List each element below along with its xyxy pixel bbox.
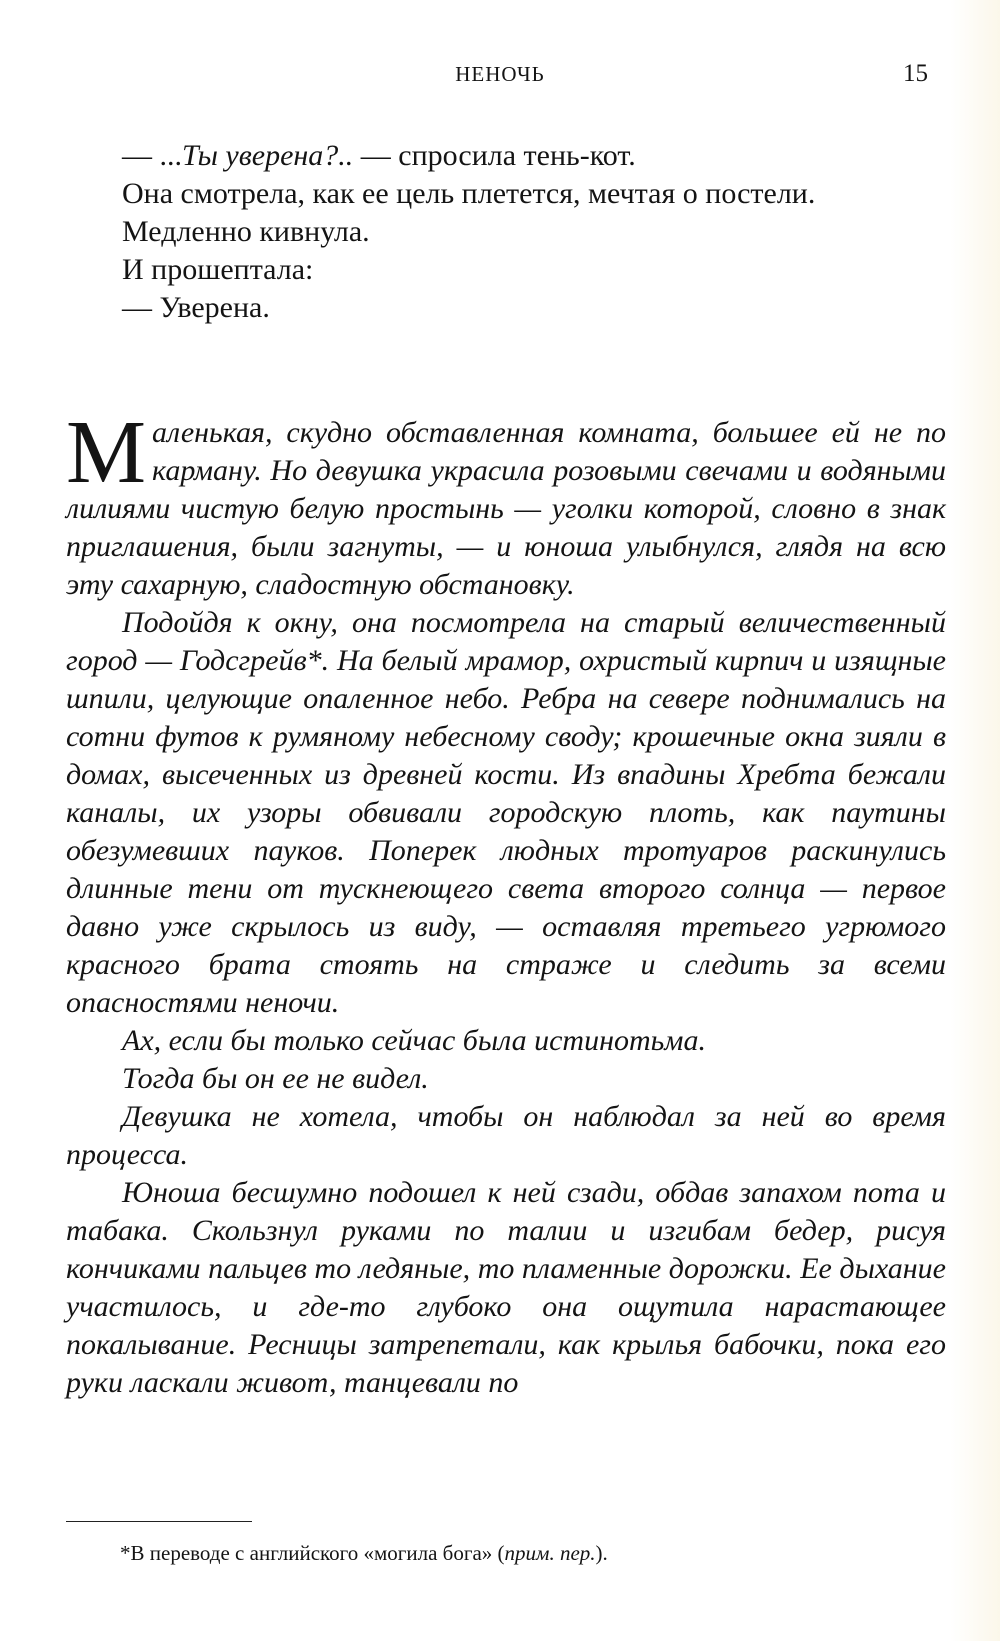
paragraph [66,403,946,604]
paragraph: Юноша бесшумно подошел к ней сзади, обдав запахом пота и табака. Скользнул руками по талии и изгибам бедер, рисуя кончиками пальцев то ледяные, то пламенные дорожки. Ее дыхание участилось, и где-то глубоко она ощутила нарастающее покалывание. Ресницы затрепетали, как крылья бабочки, пока его руки ласкали живот, танцевали по [66,1176,946,1399]
footnote-divider [66,1521,252,1522]
footnote-note: прим. пер. [504,1541,596,1565]
dialogue-line [122,137,942,175]
paragraph: Подойдя к окну, она посмотрела на старый величественный город — Годсгрейв*. На белый мрамор, охристый кирпич и изящные шпили, целующие опаленное небо. Ребра на севере поднимались на сотни футов к румяному небесному своду; крошечные окна зияли в домах, высеченных из древней кости. Из впадины Хребта бежали каналы, их узоры обвивали городскую плоть, как паутины обезумевших пауков. Поперек людных тротуаров раскинулись длинные тени от тускнеющего света второго солнца — первое давно уже скрылось из виду, — оставляя третьего угрюмого красного брата стоять на страже и следить за всеми опасностями неночи. [66,606,946,1019]
dialogue-line: Она смотрела, как ее цель плетется, мечтая о постели. [122,177,816,210]
footnote [120,1540,608,1566]
drop-cap: М [66,403,147,502]
paragraph: Ах, если бы только сейчас была истинотьма. [122,1024,706,1057]
footnote-close: ). [595,1541,608,1565]
dialogue-question: Ты уверена?.. [182,139,354,172]
footnote-text: *В переводе с английского «могила бога» ( [120,1541,505,1565]
dialogue-line: — Уверена. [122,291,270,324]
paragraph-text: аленькая, скудно обставленная комната, большее ей не по карману. Но девушка украсила розовыми свечами и водяными лилиями чистую белую простынь — уголки которой, словно в знак приглашения, были загнуты, — и юноша улыбнулся, глядя на всю эту сахарную, сладостную обстановку. [66,416,946,601]
dialogue-block [122,137,942,327]
dialogue-dash: — ... [122,139,182,172]
body-text [66,403,946,1402]
paragraph: Девушка не хотела, чтобы он наблюдал за ней во время процесса. [66,1100,946,1171]
dialogue-line: Медленно кивнула. [122,215,370,248]
dialogue-attribution: — спросила тень-кот. [353,139,636,172]
paragraph: Тогда бы он ее не видел. [122,1062,429,1095]
running-title: НЕНОЧЬ [455,62,545,86]
dialogue-line: И прошептала: [122,253,314,286]
page-number: 15 [903,60,928,87]
